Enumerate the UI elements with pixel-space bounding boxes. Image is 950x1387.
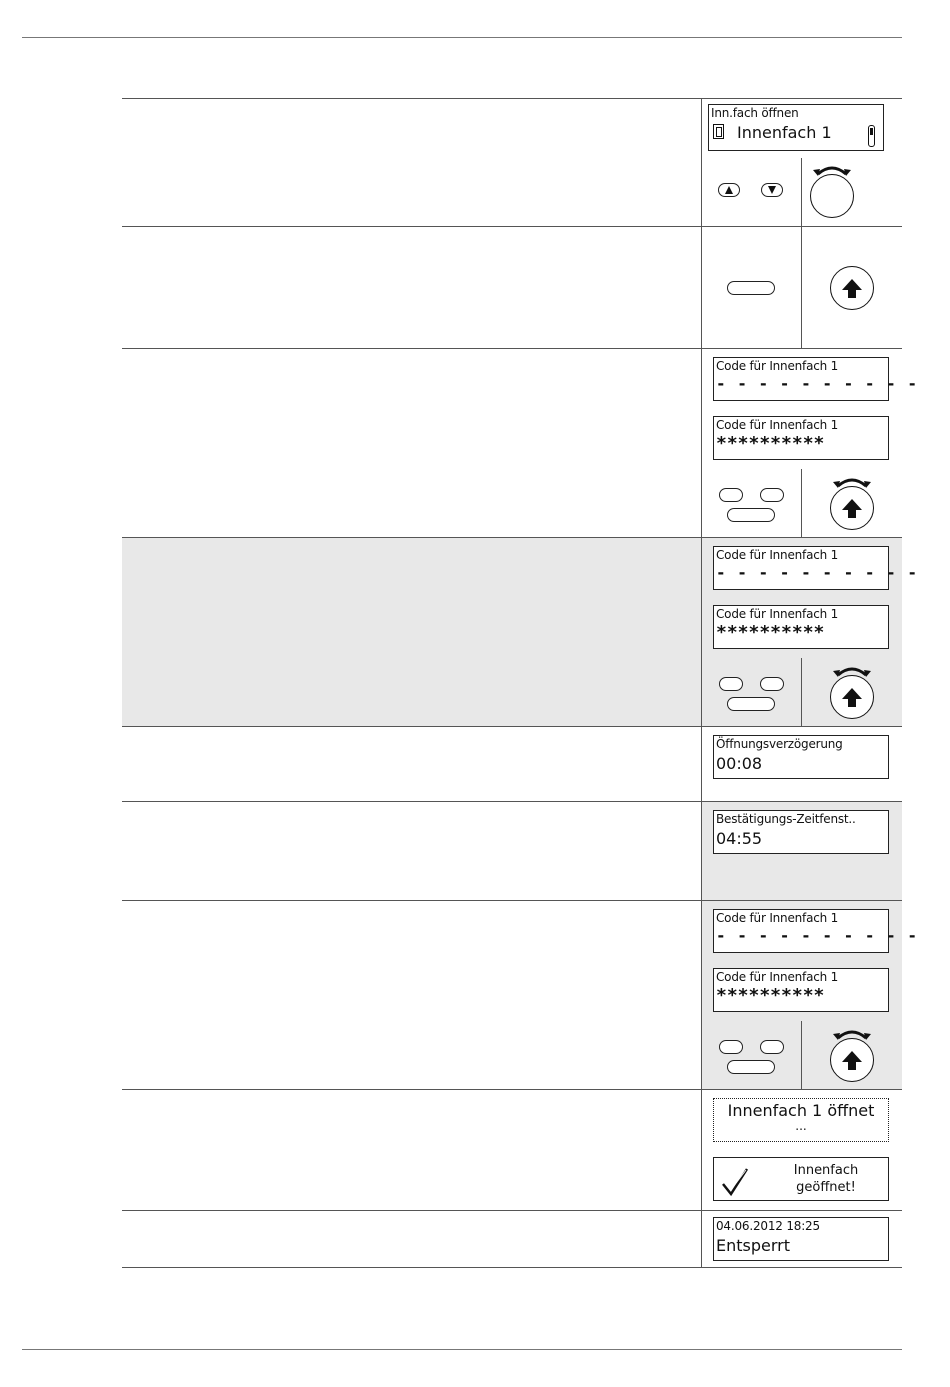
display-line2: - - - - - - - - - - — [716, 926, 919, 945]
row-divider — [122, 801, 902, 802]
checkmark-icon — [720, 1166, 750, 1198]
display-line2: ********** — [716, 433, 825, 454]
lcd-display — [713, 735, 889, 779]
keypad-key-icon[interactable] — [760, 488, 784, 502]
control-divider — [801, 158, 802, 226]
top-rule — [22, 37, 902, 38]
table-top-border — [122, 98, 902, 99]
lcd-display — [713, 605, 889, 649]
display-line2: 00:08 — [716, 754, 763, 773]
up-arrow-key-icon[interactable] — [718, 183, 740, 197]
control-divider — [801, 469, 802, 537]
lcd-display — [713, 968, 889, 1012]
lcd-display — [713, 357, 919, 401]
display-line2: 04:55 — [716, 829, 763, 848]
lcd-display — [713, 810, 889, 854]
bottom-rule — [22, 1349, 902, 1350]
row-divider — [122, 226, 902, 227]
display-line1: Code für Innenfach 1 — [716, 359, 839, 373]
knob-press-icon[interactable] — [830, 486, 874, 530]
display-line1: Code für Innenfach 1 — [716, 418, 839, 432]
enter-key-icon[interactable] — [727, 281, 775, 295]
rotation-arrow-icon — [830, 472, 874, 492]
keypad-key-icon[interactable] — [760, 1040, 784, 1054]
display-line1: Innenfach 1 öffnet — [727, 1101, 875, 1120]
knob-press-icon[interactable] — [830, 675, 874, 719]
display-line1: Innenfach — [793, 1163, 859, 1178]
control-divider — [801, 1021, 802, 1089]
display-line1: Code für Innenfach 1 — [716, 970, 839, 984]
rotation-arrow-icon — [830, 1024, 874, 1044]
keypad-key-icon[interactable] — [719, 1040, 743, 1054]
knob-press-icon[interactable] — [830, 1038, 874, 1082]
enter-key-icon[interactable] — [727, 508, 775, 522]
keypad-key-icon[interactable] — [719, 488, 743, 502]
scroll-bar-icon — [868, 125, 875, 147]
display-line2: Entsperrt — [716, 1236, 791, 1255]
display-line2: ********** — [716, 985, 825, 1006]
down-arrow-key-icon[interactable] — [761, 183, 783, 197]
display-line2: - - - - - - - - - - — [716, 563, 919, 582]
rotary-knob-icon[interactable] — [810, 174, 854, 218]
enter-key-icon[interactable] — [727, 697, 775, 711]
display-line1: Inn.fach öffnen — [711, 106, 799, 120]
display-line1: 04.06.2012 18:25 — [716, 1219, 820, 1233]
row-divider — [122, 1089, 902, 1090]
door-icon — [713, 124, 724, 139]
keypad-key-icon[interactable] — [719, 677, 743, 691]
display-line2: ********** — [716, 622, 825, 643]
display-line2: - - - - - - - - - - — [716, 374, 919, 393]
display-line1: Code für Innenfach 1 — [716, 548, 839, 562]
display-line2: Innenfach 1 — [737, 123, 832, 142]
column-divider — [701, 98, 702, 1268]
lcd-display — [708, 104, 884, 151]
display-line1: Code für Innenfach 1 — [716, 911, 839, 925]
row-divider — [122, 537, 902, 538]
row-divider — [122, 726, 902, 727]
lcd-display — [713, 546, 919, 590]
enter-key-icon[interactable] — [727, 1060, 775, 1074]
row-divider — [122, 348, 902, 349]
lcd-display — [713, 909, 919, 953]
knob-press-icon[interactable] — [830, 266, 874, 310]
lcd-display — [713, 416, 889, 460]
row-divider — [122, 900, 902, 901]
display-line2: geöffnet! — [796, 1180, 856, 1195]
row-divider — [122, 1210, 902, 1211]
table-bottom-border — [122, 1267, 902, 1268]
control-divider — [801, 658, 802, 726]
keypad-key-icon[interactable] — [760, 677, 784, 691]
rotation-arrow-icon — [830, 661, 874, 681]
display-line1: Bestätigungs-Zeitfenst.. — [716, 812, 856, 826]
display-line1: Öffnungsverzögerung — [716, 737, 843, 751]
control-divider — [801, 227, 802, 348]
rotation-arrow-icon — [810, 160, 854, 180]
lcd-display — [713, 1217, 889, 1261]
display-line1: Code für Innenfach 1 — [716, 607, 839, 621]
lcd-display-opened — [713, 1157, 889, 1201]
lcd-display-opening — [713, 1098, 889, 1142]
display-line2: ... — [795, 1119, 807, 1133]
